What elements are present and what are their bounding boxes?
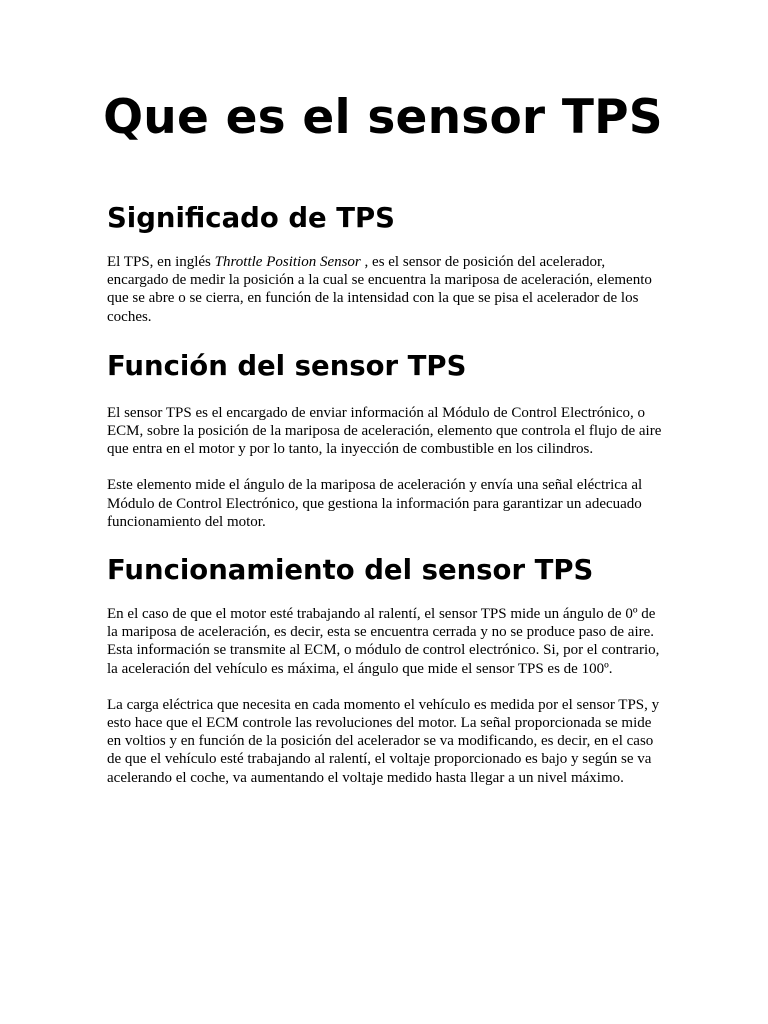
paragraph-significado: [107, 253, 667, 326]
section-heading-funcionamiento: Funcionamiento del sensor TPS: [107, 554, 594, 587]
paragraph-funcionamiento-2: La carga eléctrica que necesita en cada momento el vehículo es medida por el sensor TPS, y esto hace que el ECM controle las revoluciones del motor. La señal proporcionada se mide en voltios y en función de la posición del acelerador se va modificando, es decir, en el caso de que el vehículo esté trabajando al ralentí, el voltaje proporcionado es bajo y según se va acelerando el coche, va aumentando el voltaje medido hasta llegar a un nivel máximo.: [107, 696, 660, 786]
paragraph-significado-intro: El TPS, en inglés: [107, 254, 215, 270]
page-title: Que es el sensor TPS: [103, 90, 663, 145]
paragraph-significado-italic-term: Throttle Position Sensor: [214, 254, 361, 270]
paragraph-funcion-2: Este elemento mide el ángulo de la mariposa de aceleración y envía una señal eléctrica al Módulo de Control Electrónico, que gestiona la información para garantizar un adecuado funcionamiento del motor.: [107, 477, 643, 530]
paragraph-funcionamiento-1: En el caso de que el motor esté trabajando al ralentí, el sensor TPS mide un ángulo de 0º de la mariposa de aceleración, es decir, esta se encuentra cerrada y no se produce paso de aire. Esta información se transmite al ECM, o módulo de control electrónico. Si, por el contrario, la aceleración del vehículo es máxima, el ángulo que mide el sensor TPS es de 100º.: [107, 606, 660, 677]
document-page: [103, 88, 667, 787]
section-heading-significado: Significado de TPS: [107, 202, 395, 234]
section-heading-funcion: Función del sensor TPS: [107, 349, 467, 382]
paragraph-funcion-1: El sensor TPS es el encargado de enviar información al Módulo de Control Electrónico, o ECM, sobre la posición de la mariposa de aceleración, elemento que controla el flujo de aire que entra en el motor y por lo tanto, la inyección de combustible en los cilindros.: [107, 404, 662, 458]
paragraph-significado-rest: , es el sensor de posición del acelerador, encargado de medir la posición a la cual se encuentra la mariposa de aceleración, elemento que se abre o se cierra, en función de la intensidad con la que se pisa el acelerador de los coches.: [107, 254, 652, 325]
